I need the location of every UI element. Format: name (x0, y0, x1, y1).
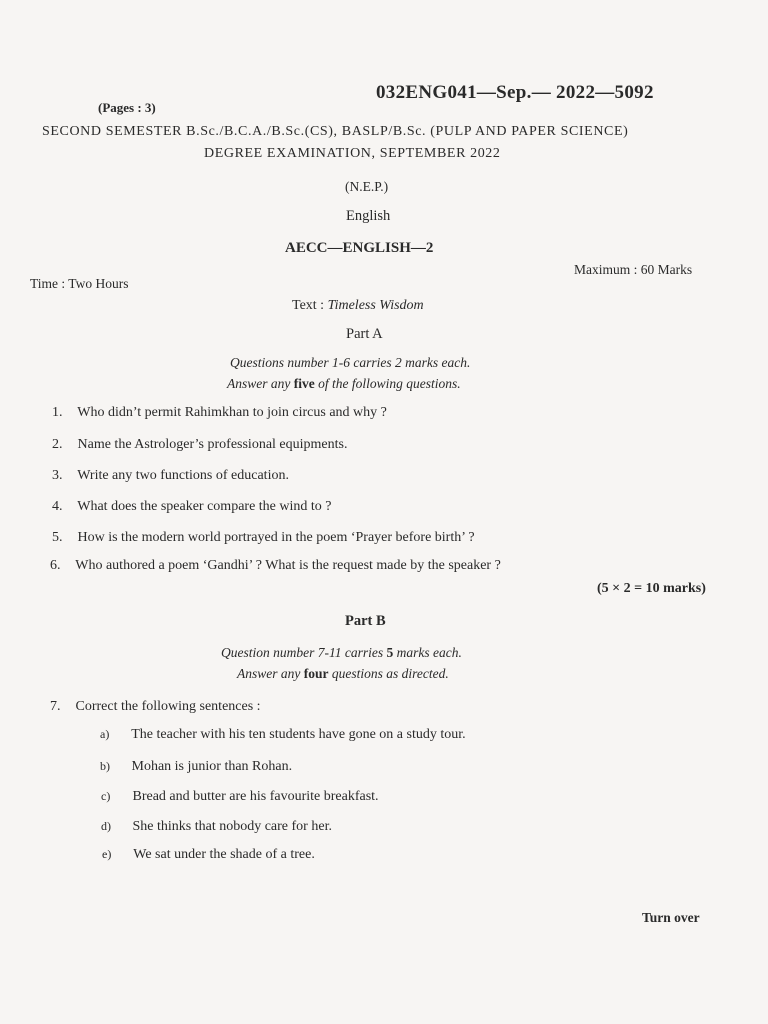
question-number: 1. (52, 405, 63, 420)
turn-over-label: Turn over (642, 910, 700, 925)
instruction-text: Answer any (237, 666, 301, 681)
sentence-item (100, 727, 466, 743)
part-a-instruction-2 (227, 376, 461, 392)
sentence-text: We sat under the shade of a tree. (133, 847, 315, 862)
sentence-label: a) (100, 727, 110, 741)
question-item (52, 468, 289, 484)
instruction-emphasis: 5 (386, 645, 394, 660)
question-text: Name the Astrologer’s professional equipments. (77, 437, 348, 452)
question-number: 3. (52, 468, 63, 483)
sentence-item (101, 789, 379, 805)
question-item (52, 437, 347, 453)
page-count: (Pages : 3) (98, 100, 156, 115)
text-label: Text : (292, 298, 325, 313)
instruction-text: marks each. (396, 645, 462, 660)
question-text: How is the modern world portrayed in the poem ‘Prayer before birth’ ? (77, 530, 475, 545)
question-text: Write any two functions of education. (77, 468, 289, 483)
question-item (50, 699, 261, 715)
instruction-text: Answer any (227, 376, 291, 391)
question-item (52, 499, 332, 515)
question-text: What does the speaker compare the wind to ? (77, 499, 332, 514)
paper-title: AECC—ENGLISH—2 (285, 240, 434, 256)
nep-label: (N.E.P.) (345, 179, 389, 194)
question-text: Who authored a poem ‘Gandhi’ ? What is the request made by the speaker ? (75, 558, 501, 573)
instruction-text: questions as directed. (331, 666, 449, 681)
sentence-text: The teacher with his ten students have gone on a study tour. (131, 727, 466, 742)
sentence-text: She thinks that nobody care for her. (132, 819, 332, 834)
sentence-text: Bread and butter are his favourite breakfast. (132, 789, 379, 804)
text-title-line (292, 298, 424, 314)
question-number: 4. (52, 499, 63, 514)
question-number: 2. (52, 437, 63, 452)
max-marks: Maximum : 60 Marks (574, 262, 693, 277)
question-text: Correct the following sentences : (75, 699, 261, 714)
sentence-label: e) (102, 847, 112, 861)
sentence-item (101, 819, 332, 835)
question-text: Who didn’t permit Rahimkhan to join circus and why ? (77, 405, 387, 420)
question-item (52, 530, 475, 546)
instruction-text: Question number 7-11 carries (221, 645, 384, 660)
sentence-label: c) (101, 789, 111, 803)
question-number: 7. (50, 699, 61, 714)
sentence-label: b) (100, 759, 110, 773)
sentence-item (102, 847, 315, 863)
sentence-item (100, 759, 292, 775)
part-a-heading: Part A (346, 326, 383, 342)
sentence-label: d) (101, 819, 111, 833)
part-b-instruction-2 (237, 666, 449, 682)
exam-line: DEGREE EXAMINATION, SEPTEMBER 2022 (204, 146, 501, 161)
part-b-heading: Part B (345, 613, 386, 629)
time-allowed: Time : Two Hours (30, 276, 129, 291)
part-a-marks: (5 × 2 = 10 marks) (597, 581, 706, 596)
instruction-emphasis: five (293, 376, 315, 391)
sentence-text: Mohan is junior than Rohan. (131, 759, 293, 774)
instruction-text: of the following questions. (318, 376, 461, 391)
question-number: 6. (50, 558, 61, 573)
part-b-instruction-1 (221, 645, 462, 661)
text-title: Timeless Wisdom (327, 298, 424, 313)
paper-code: 032ENG041—Sep.— 2022—5092 (376, 82, 654, 103)
instruction-emphasis: four (303, 666, 329, 681)
subject-label: English (346, 208, 391, 224)
part-a-instruction-1: Questions number 1-6 carries 2 marks each. (230, 355, 471, 370)
semester-line: SECOND SEMESTER B.Sc./B.C.A./B.Sc.(CS), BASLP/B.Sc. (PULP AND PAPER SCIENCE) (42, 124, 629, 139)
question-item (52, 405, 387, 421)
question-item (50, 558, 501, 574)
question-number: 5. (52, 530, 63, 545)
